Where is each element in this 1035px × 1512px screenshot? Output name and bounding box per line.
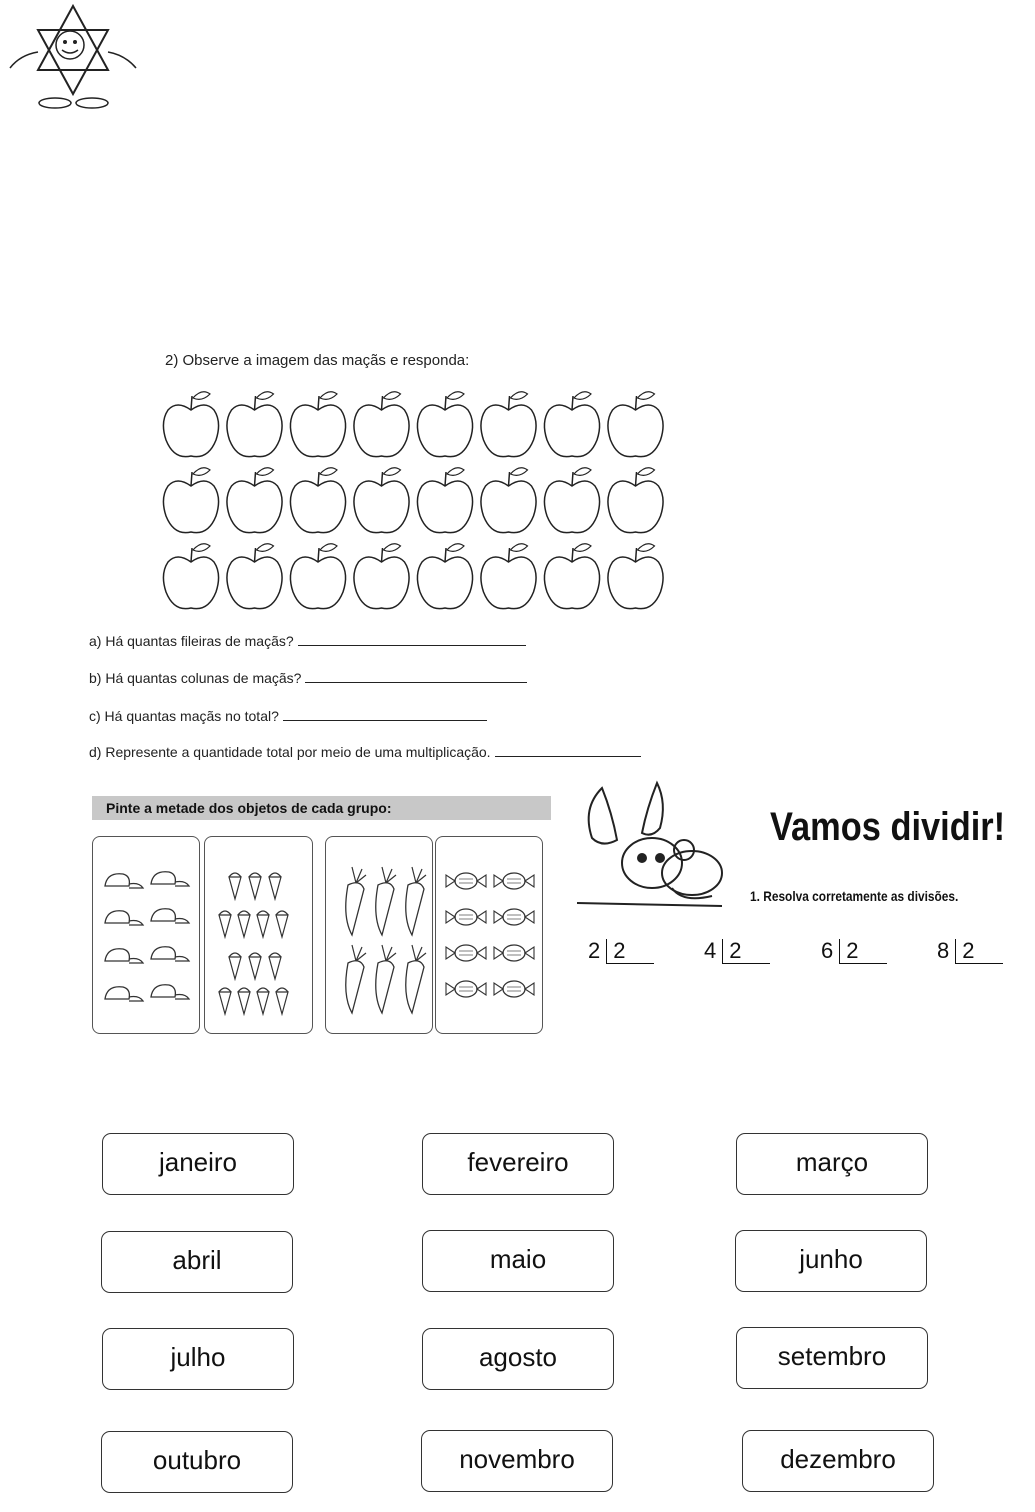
month-card-novembro[interactable]: novembro (421, 1430, 613, 1492)
group-candies[interactable] (435, 836, 543, 1034)
month-card-abril[interactable]: abril (101, 1231, 293, 1293)
month-card-junho[interactable]: junho (735, 1230, 927, 1292)
ice-cream-cone (276, 988, 288, 1014)
month-card-agosto[interactable]: agosto (422, 1328, 614, 1390)
divisor: 2 (722, 939, 769, 964)
group-ice-cream-cones[interactable] (204, 836, 313, 1034)
apple (227, 468, 282, 533)
ice-cream-cone (249, 873, 261, 899)
cones-illustration (205, 837, 312, 1033)
division-problem[interactable] (937, 938, 1003, 964)
apple (290, 468, 345, 533)
apple (354, 468, 409, 533)
question-c (89, 707, 487, 724)
carrot (376, 945, 396, 1013)
ice-cream-cone (257, 911, 269, 937)
apple (608, 544, 663, 609)
divisor: 2 (955, 939, 1002, 964)
star-mascot-logo (0, 0, 146, 118)
carrot (376, 867, 396, 935)
candy (494, 981, 534, 997)
month-card-outubro[interactable]: outubro (101, 1431, 293, 1493)
bunny-illustration (572, 778, 732, 908)
month-card-setembro[interactable]: setembro (736, 1327, 928, 1389)
apple (227, 544, 282, 609)
ice-cream-cone (219, 988, 231, 1014)
ice-cream-cone (238, 988, 250, 1014)
question-2-title: 2) Observe a imagem das maçãs e responda: (165, 352, 470, 369)
question-c-text: c) Há quantas maçãs no total? (89, 708, 279, 724)
ice-cream-cone (269, 953, 281, 979)
apple (417, 468, 472, 533)
candy (446, 873, 486, 889)
apple (290, 392, 345, 457)
apple (163, 544, 218, 609)
ice-cream-cone (229, 953, 241, 979)
apple (481, 468, 536, 533)
apple (227, 392, 282, 457)
apple-grid-illustration (160, 386, 665, 614)
ice-cream-cone (229, 873, 241, 899)
division-problem[interactable] (704, 938, 770, 964)
candy (494, 873, 534, 889)
ice-cream-cone (269, 873, 281, 899)
carrot (346, 867, 366, 935)
apple (163, 392, 218, 457)
month-card-maio[interactable]: maio (422, 1230, 614, 1292)
division-problem[interactable] (588, 938, 654, 964)
group-caps[interactable] (92, 836, 200, 1034)
dividend: 2 (588, 938, 601, 963)
question-a (89, 632, 526, 649)
apple (417, 544, 472, 609)
question-a-text: a) Há quantas fileiras de maçãs? (89, 633, 294, 649)
ice-cream-cone (257, 988, 269, 1014)
question-b-text: b) Há quantas colunas de maçãs? (89, 670, 302, 686)
group-carrots[interactable] (325, 836, 433, 1034)
answer-d-blank[interactable] (495, 743, 641, 757)
apple (417, 392, 472, 457)
carrot (406, 945, 426, 1013)
candies-illustration (436, 837, 542, 1033)
divisor: 2 (839, 939, 886, 964)
apple (608, 468, 663, 533)
question-d (89, 743, 641, 760)
carrots-illustration (326, 837, 432, 1033)
division-instruction: 1. Resolva corretamente as divisões. (750, 888, 959, 904)
apple (163, 468, 218, 533)
divisor: 2 (606, 939, 653, 964)
dividend: 8 (937, 938, 950, 963)
candy (494, 945, 534, 961)
carrot (346, 945, 366, 1013)
ice-cream-cone (249, 953, 261, 979)
question-b (89, 669, 527, 686)
month-card-janeiro[interactable]: janeiro (102, 1133, 294, 1195)
month-card-julho[interactable]: julho (102, 1328, 294, 1390)
apple (481, 392, 536, 457)
ice-cream-cone (219, 911, 231, 937)
question-d-text: d) Represente a quantidade total por meio de uma multiplicação. (89, 744, 491, 760)
apple (354, 392, 409, 457)
candy (446, 909, 486, 925)
candy (446, 945, 486, 961)
apple (354, 544, 409, 609)
answer-b-blank[interactable] (305, 669, 527, 683)
month-card-dezembro[interactable]: dezembro (742, 1430, 934, 1492)
division-problem[interactable] (821, 938, 887, 964)
paint-half-header: Pinte a metade dos objetos de cada grupo: (92, 796, 551, 820)
ice-cream-cone (276, 911, 288, 937)
dividend: 4 (704, 938, 717, 963)
apple (481, 544, 536, 609)
month-card-fevereiro[interactable]: fevereiro (422, 1133, 614, 1195)
apple (544, 468, 599, 533)
carrot (406, 867, 426, 935)
candy (446, 981, 486, 997)
caps-illustration (93, 837, 199, 1033)
apple (290, 544, 345, 609)
apple (608, 392, 663, 457)
answer-c-blank[interactable] (283, 707, 487, 721)
month-card-marco[interactable]: março (736, 1133, 928, 1195)
dividend: 6 (821, 938, 834, 963)
division-title: Vamos dividir! (770, 805, 1006, 849)
apple (544, 544, 599, 609)
candy (494, 909, 534, 925)
answer-a-blank[interactable] (298, 632, 526, 646)
apple (544, 392, 599, 457)
ice-cream-cone (238, 911, 250, 937)
